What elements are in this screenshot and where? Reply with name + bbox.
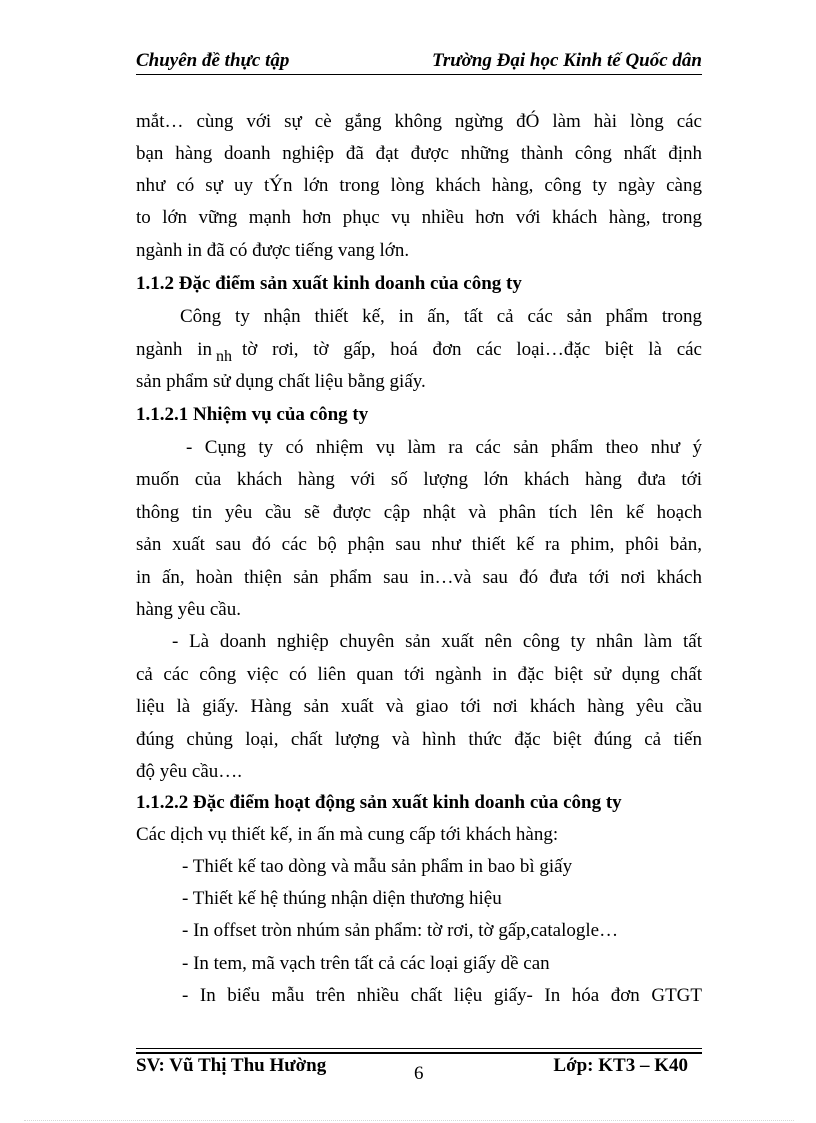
paragraph-line: như có sự uy tÝn lớn trong lòng khách hàng, công ty ngày càng — [136, 175, 702, 196]
footer-rule-thick — [136, 1052, 702, 1054]
footer-rule — [136, 1048, 702, 1049]
paragraph-line: - Là doanh nghiệp chuyên sản xuất nên công ty nhân làm tất — [172, 631, 702, 652]
paragraph-line: cả các công việc có liên quan tới ngành in đặc biệt sử dụng chất — [136, 664, 702, 685]
header-rule — [136, 74, 702, 75]
text-fragment: tờ rơi, tờ gấp, hoá đơn các loại…đặc biệt là các — [241, 339, 702, 360]
page-header — [136, 50, 702, 72]
page-footer — [136, 1055, 702, 1084]
paragraph-line: độ yêu cầu…. — [136, 761, 243, 782]
subscript-fragment: nh — [215, 348, 232, 365]
paragraph-line: sản xuất sau đó các bộ phận sau như thiết kế ra phim, phôi bản, — [136, 534, 702, 555]
paragraph-line: thông tin yêu cầu sẽ được cập nhật và phân tích lên kế hoạch — [136, 502, 702, 523]
list-intro: Các dịch vụ thiết kế, in ấn mà cung cấp tới khách hàng: — [136, 824, 559, 845]
footer-class: Lớp: KT3 – K40 — [553, 1055, 688, 1076]
paragraph-line: - Cụng ty có nhiệm vụ làm ra các sản phẩm theo như ý — [186, 437, 702, 458]
paragraph-line: đúng chủng loại, chất lượng và hình thức đặc biệt đúng cả tiến — [136, 729, 702, 750]
page-edge-divider — [24, 1120, 794, 1121]
list-item: - In tem, mã vạch trên tất cả các loại giấy dề can — [182, 953, 550, 974]
paragraph-line: bạn hàng doanh nghiệp đã đạt được những thành công nhất định — [136, 143, 702, 164]
paragraph-line: to lớn vững mạnh hơn phục vụ nhiều hơn với khách hàng, trong — [136, 207, 702, 228]
footer-student-name: SV: Vũ Thị Thu Hường — [136, 1055, 327, 1076]
paragraph-line: liệu là giấy. Hàng sản xuất và giao tới nơi khách hàng yêu cầu — [136, 696, 702, 717]
paragraph-line: hàng yêu cầu. — [136, 599, 241, 620]
text-fragment: ngành in — [136, 339, 212, 360]
list-item: - Thiết kế hệ thúng nhận diện thương hiệu — [182, 888, 502, 909]
list-item: - In offset tròn nhúm sản phẩm: tờ rơi, tờ gấp,catalogle… — [182, 920, 619, 941]
section-heading-1-1-2-1: 1.1.2.1 Nhiệm vụ của công ty — [136, 404, 369, 425]
page-number: 6 — [414, 1063, 424, 1084]
header-course-title: Chuyên đề thực tập — [136, 50, 290, 71]
section-heading-1-1-2: 1.1.2 Đặc điểm sản xuất kinh doanh của công ty — [136, 273, 522, 294]
paragraph-line: sản phẩm sử dụng chất liệu bằng giấy. — [136, 371, 426, 392]
paragraph-line: mắt… cùng với sự cè gắng không ngừng đÓ làm hài lòng các — [136, 111, 702, 132]
list-item: - In biểu mẫu trên nhiều chất liệu giấy- In hóa đơn GTGT — [182, 985, 702, 1006]
list-item: - Thiết kế tao dòng và mẫu sản phẩm in bao bì giấy — [182, 856, 573, 877]
paragraph-line: muốn của khách hàng với số lượng lớn khách hàng đưa tới — [136, 469, 702, 490]
section-heading-1-1-2-2: 1.1.2.2 Đặc điểm hoạt động sản xuất kinh doanh của công ty — [136, 792, 622, 813]
header-university: Trường Đại học Kinh tế Quốc dân — [431, 50, 702, 71]
paragraph-line: in ấn, hoàn thiện sản phẩm sau in…và sau đó đưa tới nơi khách — [136, 567, 702, 588]
paragraph-line: Công ty nhận thiết kế, in ấn, tất cả các sản phẩm trong — [180, 306, 702, 327]
paragraph-line-with-subscript — [136, 338, 702, 365]
paragraph-line: ngành in đã có được tiếng vang lớn. — [136, 240, 410, 261]
